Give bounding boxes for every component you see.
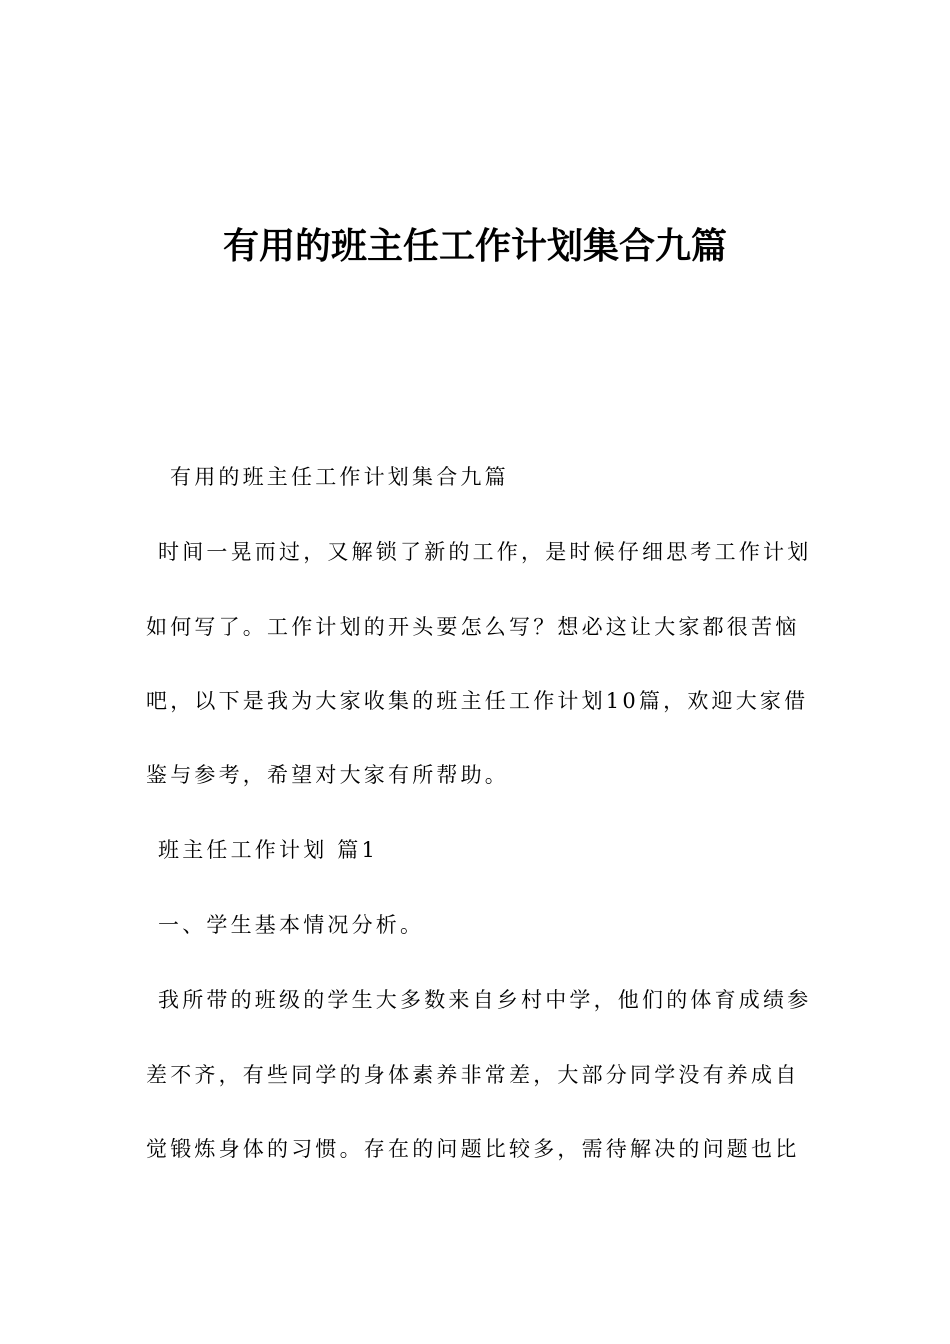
- paragraph-line: 我所带的班级的学生大多数来自乡村中学，他们的体育成绩参: [158, 988, 812, 1012]
- page-title: 有用的班主任工作计划集合九篇: [222, 226, 727, 267]
- paragraph-line: 如何写了。工作计划的开头要怎么写？想必这让大家都很苦恼: [146, 615, 800, 639]
- subsection-heading: 一、学生基本情况分析。: [158, 913, 425, 937]
- paragraph-line: 差不齐，有些同学的身体素养非常差，大部分同学没有养成自: [146, 1063, 800, 1087]
- section-heading: 班主任工作计划 篇1: [158, 838, 379, 862]
- paragraph-line: 时间一晃而过，又解锁了新的工作，是时候仔细思考工作计划: [158, 540, 812, 564]
- paragraph-line: 吧，以下是我为大家收集的班主任工作计划10篇，欢迎大家借: [146, 689, 809, 713]
- subtitle-line: 有用的班主任工作计划集合九篇: [170, 465, 509, 489]
- paragraph-line: 觉锻炼身体的习惯。存在的问题比较多，需待解决的问题也比: [146, 1137, 800, 1161]
- paragraph-line: 鉴与参考，希望对大家有所帮助。: [146, 763, 509, 787]
